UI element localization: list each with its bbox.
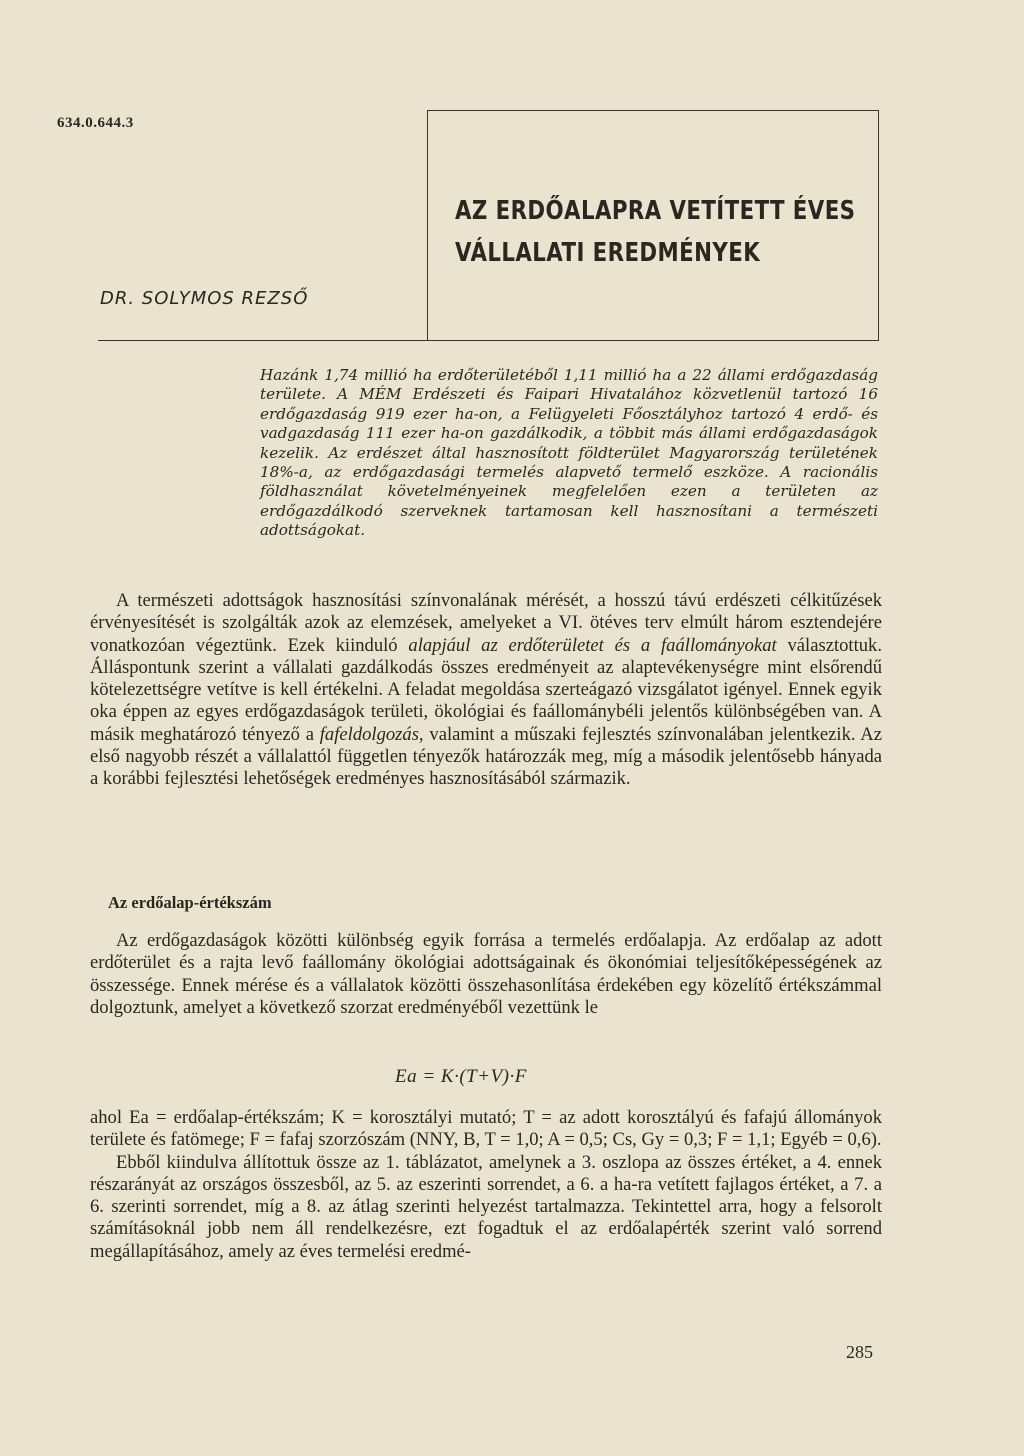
body-paragraph-2: Az erdőgazdaságok közötti különbség egyik forrása a termelés erdőalapja. Az erdőalap az adott erdőterület és a rajta levő faállomány ökológiai adottságainak és ökonómiai teljesítőképességének az összessége. Ennek mérése és a vállalatok közötti összehasonlítása érdekében egy közelítő értékszámmal dolgoztunk, amelyet a következő szorzat eredményéből vezettünk le [90,930,882,1018]
udc-classification: 634.0.644.3 [57,115,134,131]
article-title-line-1: AZ ERDŐALAPRA VETÍTETT ÉVES [455,196,856,226]
abstract: Hazánk 1,74 millió ha erdőterületéből 1,11 millió ha a 22 állami erdőgazdaság területe. A MÉM Erdészeti és Faipari Hivatalához közvetlenül tartozó 16 erdőgazdaság 919 ezer ha-on, a Felügyeleti Főosztályhoz tartozó 4 erdő- és vadgazdaság 111 ezer ha-on gazdálkodik, a többit más állami erdőgazdaságok kezelik. Az erdészet által hasznosított földterület Magyarország területének 18%-a, az erdőgazdasági termelés alapvető termelő eszköze. A racionális földhasználat követelményeinek megfelelően ezen a területen az erdőgazdálkodó szerveknek tartamosan kell hasznosítani a természeti adottságokat. [260,366,878,540]
article-title-line-2: VÁLLALATI EREDMÉNYEK [455,238,761,268]
p1-emphasis-1: alapjául az erdőterületet és a faállományokat [408,634,777,656]
section-heading: Az erdőalap-értékszám [108,893,272,912]
author-name: DR. SOLYMOS REZSŐ [100,288,309,309]
body-paragraphs-3 [90,1107,882,1263]
body-paragraph-1 [90,590,882,791]
where-definitions: ahol Ea = erdőalap-értékszám; K = korosztályi mutató; T = az adott korosztályú és fafajú állományok területe és fatömege; F = fafaj szorzószám (NNY, B, T = 1,0; A = 0,5; Cs, Gy = 0,3; F = 1,1; Egyéb = 0,6). [90,1107,882,1151]
page-number: 285 [846,1342,873,1362]
formula: Ea = K·(T+V)·F [395,1066,527,1087]
p1-text-c: valamint a műszaki fejlesztés színvonalában jelentkezik. Az első nagyobb részét a vállalattól független tényezők határozzák meg, míg a második jelentősebb hányada a korábbi fejlesztési lehetőségek eredményes hasznosításából származik. [90,723,882,790]
header-divider [98,340,878,341]
p1-text-a: A természeti adottságok hasznosítási színvonalának mérését, a hosszú távú erdészeti célkitűzések érvényesítését is szolgálták azok az elemzések, amelyeket a VI. ötéves terv elmúlt három esztendejére vonatkozóan végeztünk. Ezek kiinduló [90,590,882,656]
article-title [455,190,856,274]
body-paragraph-4: Ebből kiindulva állítottuk össze az 1. táblázatot, amelynek a 3. oszlopa az összes értéket, a 4. ennek részarányát az országos összesből, az 5. az eszerinti sorrendet, a 6. a ha-ra vetített fajlagos értéket, a 7. a 6. szerinti sorrendet, míg a 8. az átlag szerinti helyezést tartalmazza. Tekintettel arra, hogy a felsorolt számításoknál jobb nem áll rendelkezésre, ezt fogadtuk el az erdőalapérték szerint való sorrend megállapításához, amely az éves termelési eredmé- [90,1151,882,1262]
p1-text-b: választottuk. Álláspontunk szerint a vállalati gazdálkodás összes eredményeit az alaptevékenységre mint elsőrendű kötelezettségre vetítve is kell értékelni. A feladat megoldása szerteágazó vizsgálatot igényel. Ennek egyik oka éppen az egyes erdőgazdaságok területi, ökológiai és faállománybéli jelentős különbségében van. A másik meghatározó tényező a [90,634,882,745]
p1-emphasis-2: fafeldolgozás, [319,723,424,745]
